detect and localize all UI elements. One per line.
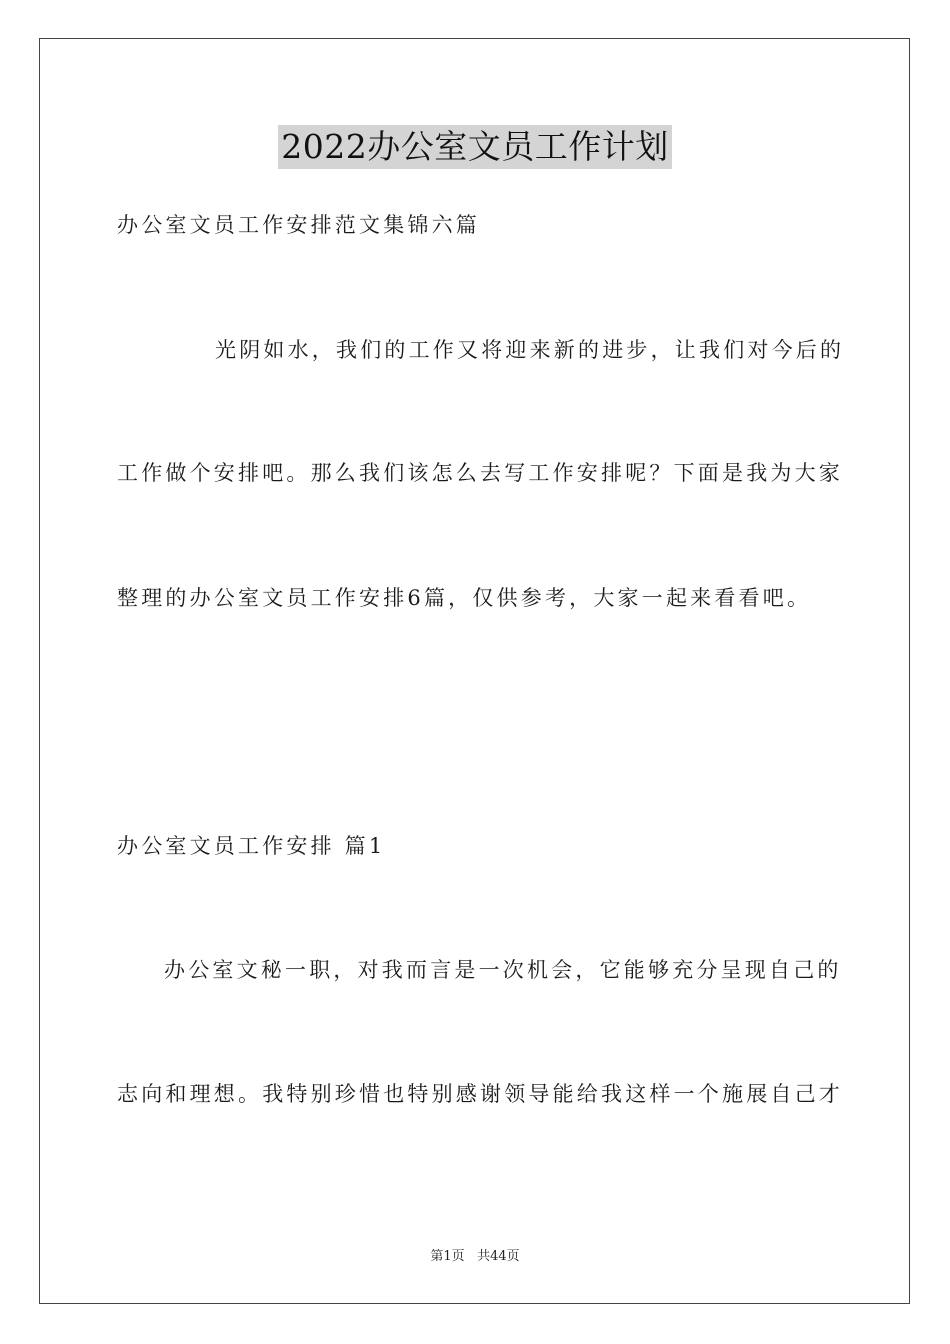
page-number: 第1页: [430, 1249, 465, 1264]
title-container: [0, 125, 950, 169]
paragraph-line: 志向和理想。我特别珍惜也特别感谢领导能给我这样一个施展自己才: [117, 1082, 843, 1106]
page-footer: [0, 1248, 950, 1266]
paragraph-line: 整理的办公室文员工作安排6篇，仅供参考，大家一起来看看吧。: [117, 586, 812, 610]
section-heading: 办公室文员工作安排 篇1: [117, 834, 386, 858]
paragraph-line: 光阴如水，我们的工作又将迎来新的进步，让我们对今后的: [215, 338, 845, 362]
document-title: 2022办公室文员工作计划: [278, 125, 671, 169]
paragraph-line: 工作做个安排吧。那么我们该怎么去写工作安排呢？下面是我为大家: [117, 461, 843, 485]
page-total: 共44页: [477, 1249, 520, 1264]
document-subtitle: 办公室文员工作安排范文集锦六篇: [117, 213, 480, 237]
paragraph-line: 办公室文秘一职，对我而言是一次机会，它能够充分呈现自己的: [164, 958, 842, 982]
